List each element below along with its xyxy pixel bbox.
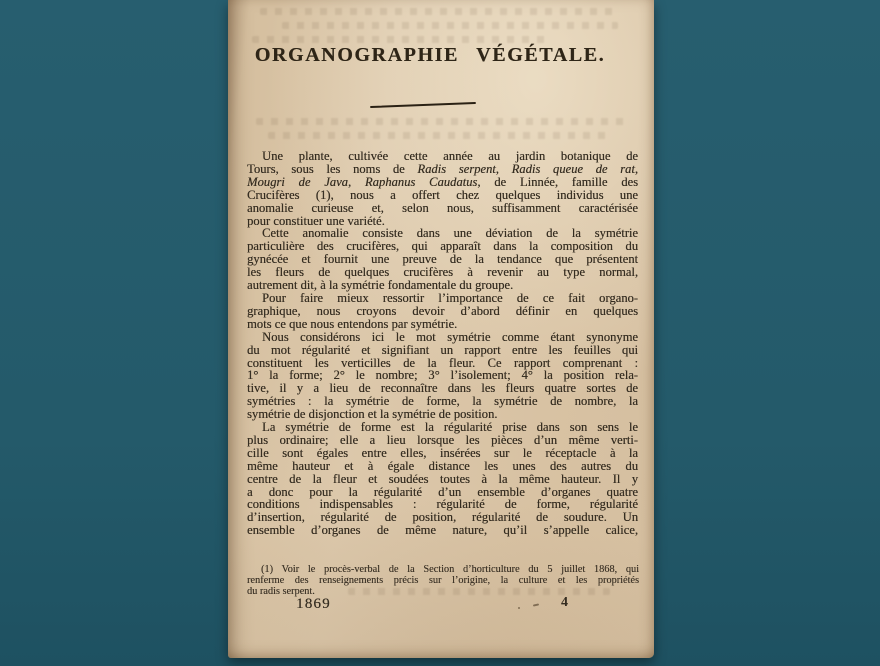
page-title: ORGANOGRAPHIE VÉGÉTALE. [254, 44, 606, 66]
footnote-line: renferme des renseignements précis sur l’origine, la culture et les propriétés [247, 575, 639, 587]
ink-speck [533, 603, 539, 606]
ink-speck [518, 607, 520, 609]
text-segment: conditions indispensables : régularité de forme, régularité [247, 497, 638, 512]
text-segment: constituent les verticilles de la fleur. Ce rapport comprenant : [247, 355, 638, 370]
footnote [247, 564, 639, 598]
text-segment: particulière des crucifères, qui apparaît dans la composition du [247, 239, 638, 254]
text-segment: même hauteur et à égale distance les unes des autres du [247, 458, 638, 473]
text-segment: a donc pour la régularité d’un ensemble d’organes quatre [247, 484, 638, 499]
text-segment: plus ordinaire; elle a lieu lorsque les pièces d’un même verti- [247, 432, 638, 447]
text-segment: Une plante, cultivée cette année au jardin botanique de [262, 149, 638, 163]
text-segment: d’insertion, régularité de position, régularité de soudure. Un [247, 510, 638, 525]
text-segment: pour constituer une variété. [247, 213, 385, 228]
text-segment: tive, il y a lieu de reconnaître dans les fleurs quatre sortes de [247, 381, 638, 396]
book-page [228, 0, 654, 658]
text-segment: , [634, 161, 638, 176]
text-segment: symétries : la symétrie de forme, la symétrie de nombre, la [247, 394, 638, 409]
footnote-line: (1) Voir le procès-verbal de la Section d’horticulture du 5 juillet 1868, qui [261, 564, 639, 575]
showthrough-ghost-line [268, 132, 608, 139]
text-segment: anomalie curieuse et, selon nous, suffisamment caractérisée [247, 200, 638, 215]
text-segment: du mot régularité et signifiant un rapport entre les feuilles qui [247, 342, 638, 357]
text-segment: Nous considérons ici le mot symétrie comme étant synonyme [262, 329, 638, 344]
text-segment: symétrie de disjonction et la symétrie de position. [247, 407, 498, 422]
body-text [247, 150, 638, 537]
showthrough-ghost-line [252, 36, 552, 43]
text-segment: cille sont égales entre elles, insérées sur le réceptacle à la [247, 445, 638, 460]
species-name-italic: Mougri de Java [247, 174, 348, 189]
text-segment: Tours, sous les noms de [247, 161, 418, 176]
text-segment: gynécée et fournit une preuve de la tendance que présentent [247, 252, 638, 267]
text-line [247, 524, 638, 537]
text-segment: les fleurs de quelques crucifères à revenir au type normal, [247, 265, 638, 280]
title-divider [370, 102, 476, 108]
text-segment: Crucifères (1), nous a offert chez quelques individus une [247, 187, 638, 202]
text-segment: mots ce que nous entendons par symétrie. [247, 316, 458, 331]
text-segment: graphique, nous croyons devoir d’abord définir en quelques [247, 303, 638, 318]
text-segment: Pour faire mieux ressortir l’importance de ce fait organo- [262, 290, 638, 305]
text-segment: ensemble d’organes de même nature, qu’il s’appelle calice, [247, 523, 638, 538]
text-segment: centre de la fleur et soudées toutes à la même hauteur. Il y [247, 471, 638, 486]
text-segment: autrement dit, à la symétrie fondamentale du groupe. [247, 278, 514, 293]
showthrough-ghost-line [256, 118, 626, 125]
species-name-italic: Raphanus Caudatus [364, 174, 478, 189]
text-segment: , de Linnée, famille des [477, 174, 639, 189]
text-segment: La symétrie de forme est la régularité prise dans son sens le [262, 420, 638, 435]
year-label: 1869 [296, 596, 331, 612]
footnote-line: du radis serpent. [247, 586, 315, 598]
species-name-italic: Radis queue de rat [511, 161, 635, 176]
text-segment: , [347, 174, 365, 189]
text-segment: , [495, 161, 512, 176]
text-segment: Cette anomalie consiste dans une déviation de la symétrie [262, 226, 638, 241]
species-name-italic: Radis serpent [417, 161, 496, 176]
showthrough-ghost-line [282, 22, 618, 29]
showthrough-ghost-line [260, 8, 620, 15]
text-segment: 1° la forme; 2° le nombre; 3° l’isolement; 4° la position rela- [247, 368, 638, 383]
page-number: 4 [561, 595, 568, 610]
